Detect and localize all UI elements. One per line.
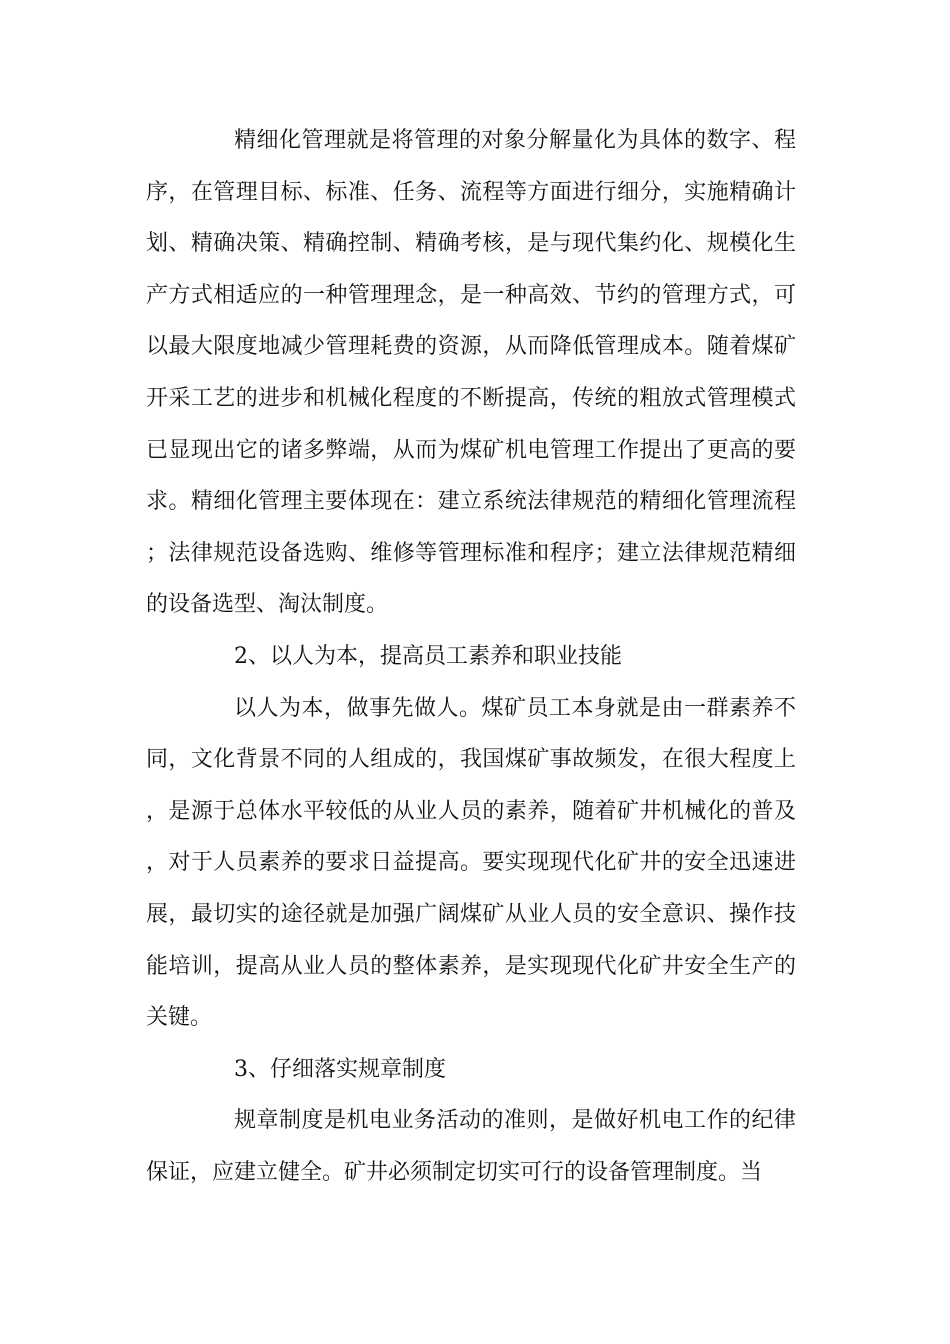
document-body xyxy=(146,115,796,1198)
section-heading-people-oriented: 2、以人为本，提高员工素养和职业技能 xyxy=(234,643,622,669)
paragraph-people-oriented: 以人为本，做事先做人。煤矿员工本身就是由一群素养不同，文化背景不同的人组成的，我国煤矿事故频发，在很大程度上，是源于总体水平较低的从业人员的素养，随着矿井机械化的普及，对于人员素养的要求日益提高。要实现现代化矿井的安全迅速进展，最切实的途径就是加强广阔煤矿从业人员的安全意识、操作技能培训，提高从业人员的整体素养，是实现现代化矿井安全生产的关键。 xyxy=(146,695,796,1031)
section-heading-regulations: 3、仔细落实规章制度 xyxy=(234,1056,446,1082)
paragraph-regulations: 规章制度是机电业务活动的准则，是做好机电工作的纪律保证，应建立健全。矿井必须制定切实可行的设备管理制度。当 xyxy=(146,1108,796,1185)
paragraph-fine-management: 精细化管理就是将管理的对象分解量化为具体的数字、程序，在管理目标、标准、任务、流程等方面进行细分，实施精确计划、精确决策、精确控制、精确考核，是与现代集约化、规模化生产方式相适应的一种管理理念，是一种高效、节约的管理方式，可以最大限度地减少管理耗费的资源，从而降低管理成本。随着煤矿开采工艺的进步和机械化程度的不断提高，传统的粗放式管理模式已显现出它的诸多弊端，从而为煤矿机电管理工作提出了更高的要求。精细化管理主要体现在：建立系统法律规范的精细化管理流程；法律规范设备选购、维修等管理标准和程序；建立法律规范精细的设备选型、淘汰制度。 xyxy=(146,128,796,618)
